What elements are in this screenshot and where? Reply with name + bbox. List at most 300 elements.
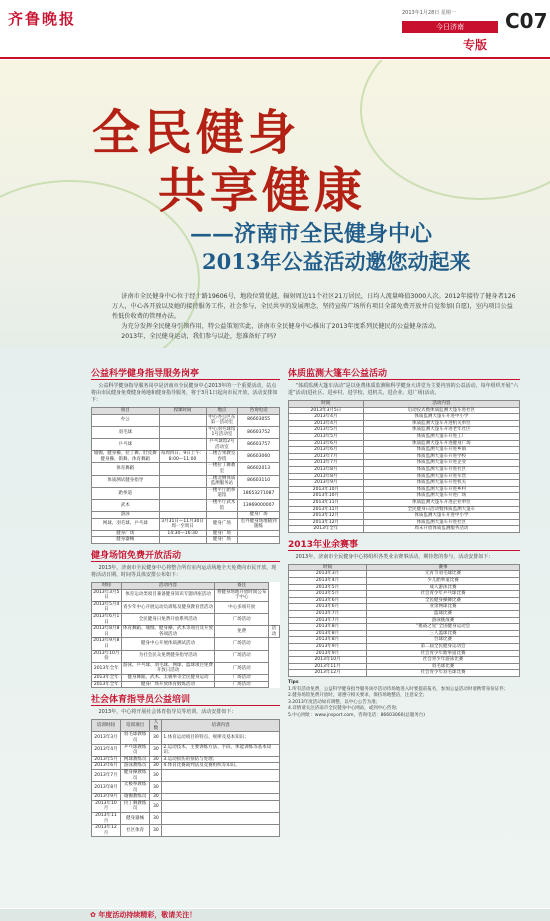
table-cell: 游泳教练员: [120, 763, 150, 770]
table-row: [92, 626, 280, 638]
table-row: [289, 466, 520, 473]
table-cell: 室外健身场地随到随练: [238, 518, 280, 530]
decorative-swirl: [360, 60, 550, 200]
table-row: [92, 537, 280, 544]
table-cell: 体质监测大篷车开进广场: [363, 493, 519, 500]
table-cell: 2013年全年: [92, 674, 122, 681]
table-row: [92, 601, 280, 613]
table-row: [289, 440, 520, 447]
table-cell: 一楼平厅跆拳道馆: [206, 487, 238, 499]
intro-paragraph: 为充分发挥全民健身引领作用，特公益策划实此，济南市全民健身中心推出了2013年度系列民健民的公益健身活动。: [121, 323, 441, 330]
table-cell: 2013年8月8日: [93, 626, 120, 637]
table-row: [289, 453, 520, 460]
table-row: [92, 451, 280, 463]
table-cell: 30: [150, 800, 162, 812]
table-cell: 拉丁舞教练员: [120, 800, 150, 812]
table-header: 培训项目: [120, 720, 150, 732]
table-cell: 健身器械: [120, 813, 150, 825]
table-cell: 社会青少年跆拳道比赛: [367, 650, 520, 657]
table-cell: 二楼北侧体质监测服务站: [206, 475, 238, 487]
tips-title: Tips: [288, 679, 299, 685]
table-row: [92, 475, 280, 487]
table-cell: 2013年6月: [289, 440, 364, 447]
table-cell: 游泳、乒乓球、羽毛球、网球、篮球项目免费开放日活动: [122, 662, 213, 674]
table-cell: 30: [150, 794, 162, 801]
training-text: 2013年，中心将开展社会体育指导员等培训，活动安排如下：: [98, 709, 237, 716]
tips-item: 4.详情请关注济南市全民健身中心网站，或到中心咨询；: [288, 706, 401, 712]
table-cell: 全民健身日活动暨体质监测大篷车: [363, 506, 519, 513]
table-row: [92, 530, 280, 537]
table-row: [92, 800, 280, 812]
table-cell: [159, 475, 206, 487]
table-row: [289, 513, 520, 520]
table-cell: 体质监测大篷车开进社区: [363, 466, 519, 473]
table-cell: 2013年3月: [92, 732, 121, 744]
tips-box: [288, 680, 520, 720]
table-row: [289, 433, 520, 440]
table-cell: “挑战之星”全国健身运动会: [367, 624, 520, 631]
table-cell: 30: [150, 744, 162, 756]
table-cell: [162, 769, 280, 781]
newspaper-logo: 齐鲁晚报: [8, 10, 77, 28]
intro-paragraph: 2013年，全民健身运动，我们参与以赴，您准备好了吗?: [121, 333, 277, 340]
table-row: [289, 611, 520, 618]
table-cell: [162, 782, 280, 794]
table-row: [289, 519, 520, 526]
table-cell: 广场活动: [215, 638, 269, 650]
table-cell: 健身广场: [206, 530, 238, 537]
table-row: [289, 630, 520, 637]
table-row: [289, 414, 520, 421]
table-row: [289, 584, 520, 591]
events-title: 2013年业余赛事: [288, 537, 520, 551]
table-cell: 全民健身日免费开放系列活动: [121, 614, 215, 626]
table-cell: 体育运动类项目兼备健身知识专题讲座活动: [121, 589, 215, 601]
table-cell: 游泳挑战赛: [367, 617, 520, 624]
table-cell: 中心多项开放: [215, 601, 269, 613]
table-cell: [159, 537, 206, 544]
table-row: [289, 591, 520, 598]
table-cell: 2013年11月: [289, 506, 364, 513]
table-cell: [159, 487, 206, 499]
table-cell: 2013年9月: [289, 650, 367, 657]
table-row: [92, 769, 280, 781]
table-cell: 网球教练员: [120, 756, 150, 763]
table-cell: 2013年7月: [289, 611, 367, 618]
table-cell: 一楼拉丁舞教室: [206, 463, 238, 475]
table-header: 培训时间: [92, 720, 121, 732]
left-column: [91, 362, 280, 837]
table-row: [92, 744, 280, 756]
table-cell: 2013年3月: [289, 571, 367, 578]
table-cell: 3月31日—11月30日 周一至周日: [159, 518, 206, 530]
table-cell: [238, 530, 280, 537]
headline-line-1: 全民健身: [92, 105, 301, 161]
table-cell: 2.运动技术、主要训练方法、手段、体能训练等基本知识；: [162, 744, 280, 756]
table-cell: [159, 438, 206, 450]
table-cell: 免费: [215, 626, 269, 638]
table-row: [289, 506, 520, 513]
table-cell: 体质监测大篷车开进老年社区: [363, 427, 519, 434]
table-row: [92, 638, 280, 650]
table-cell: 体育舞蹈: [92, 463, 160, 475]
table-cell: 体质监测大篷车开进企业单位: [363, 499, 519, 506]
table-cell: 乒乓球: [92, 438, 160, 450]
table-cell: 2013年12月: [92, 825, 121, 837]
table-cell: 2013年10月: [289, 657, 367, 664]
table-cell: 2013年7月: [92, 769, 121, 781]
science-text: 公益科学健身指导服务岗亭是济南市全民健身中心2013年的一个重要活动，站点将由市民健身免费健身场地和健身指导服务，将于3月1日起向市民开放，活动安排如下：: [91, 383, 278, 403]
table-row: [289, 493, 520, 500]
table-row: [289, 571, 520, 578]
table-row: [92, 438, 280, 450]
events-table: [288, 564, 520, 677]
table-cell: 2013年5月: [92, 756, 121, 763]
table-cell: 体质监测大篷车开进军营: [363, 473, 519, 480]
table-header: 时间: [289, 401, 364, 408]
table-cell: 2013年8月: [289, 473, 364, 480]
table-cell: 2013年7月: [289, 617, 367, 624]
table-row: [92, 589, 280, 601]
edition-badge: 今日济南: [402, 21, 498, 33]
table-row: [289, 637, 520, 644]
table-cell: 健身操教练员: [120, 769, 150, 781]
table-cell: 办公: [92, 414, 160, 426]
table-cell: 2013年12月: [289, 670, 367, 677]
table-cell: 2013年9月: [289, 644, 367, 651]
table-cell: 2013年9月: [289, 480, 364, 487]
table-cell: 2013年10月: [289, 493, 364, 500]
table-cell: 30: [150, 763, 162, 770]
table-row: [92, 763, 280, 770]
table-cell: 体质监测大篷车开进健身广场: [363, 440, 519, 447]
table-cell: 三人篮球比赛: [367, 630, 520, 637]
table-cell: [238, 537, 280, 544]
table-cell: 网球、羽毛球、乒乓球: [92, 518, 160, 530]
table-cell: 2013年11月: [92, 813, 121, 825]
table-row: [289, 604, 520, 611]
table-row: [289, 486, 520, 493]
table-header: 项目: [92, 408, 160, 415]
table-cell: 体质测试健身指导: [92, 475, 160, 487]
table-cell: 2013年11月: [289, 499, 364, 506]
masthead: [0, 0, 550, 56]
table-header: 地点: [206, 408, 238, 415]
table-cell: 体质监测大篷车开进工厂: [363, 433, 519, 440]
table-cell: 86603752: [238, 426, 280, 438]
table-cell: 元宵节羽毛球比赛: [367, 571, 520, 578]
table-row: [92, 426, 280, 438]
table-cell: 台球比赛: [367, 637, 520, 644]
table-cell: 乒乓球教练员: [120, 744, 150, 756]
table-cell: 13969000007: [238, 499, 280, 511]
table-cell: 健身广场: [206, 537, 238, 544]
table-cell: 广场活动: [215, 681, 269, 688]
table-row: [92, 518, 280, 530]
events-text: 2013年，济南市全民健身中心将组织各类业余赛事活动，期待您的参与，活动安排如下：: [295, 553, 494, 560]
table-cell: 跆拳道: [92, 487, 160, 499]
footer-bullet-icon: ✿: [90, 911, 99, 919]
table-cell: 86603060: [238, 451, 280, 463]
table-cell: 30: [150, 732, 162, 744]
table-cell: 广场活动: [215, 650, 269, 662]
table-row: [92, 825, 280, 837]
intro-text: [112, 292, 517, 342]
table-cell: 2013年6月: [92, 763, 121, 770]
table-cell: 体质监测大篷车开进社区: [363, 519, 519, 526]
table-cell: 30: [150, 782, 162, 794]
table-cell: 86603757: [238, 438, 280, 450]
table-cell: 18653271087: [238, 487, 280, 499]
table-cell: 成人游泳比赛: [367, 584, 520, 591]
free-table: [91, 582, 280, 688]
table-cell: 2013年8月: [92, 782, 121, 794]
table-cell: 2013年全年: [92, 662, 122, 674]
free-title: 健身场馆免费开放活动: [91, 548, 280, 562]
table-cell: [206, 512, 238, 519]
table-row: [289, 447, 520, 454]
page-number: C07: [505, 9, 548, 33]
table-cell: 2013年4月: [289, 414, 364, 421]
table-cell: 为社会民众免费健身指导活动: [121, 650, 215, 662]
table-cell: [159, 512, 206, 519]
table-header: 时间: [289, 564, 367, 571]
table-cell: 武术: [92, 499, 160, 511]
table-row: [289, 657, 520, 664]
table-row: [289, 427, 520, 434]
table-cell: 2013年7月: [289, 453, 364, 460]
table-cell: 瑜伽教练员: [120, 794, 150, 801]
table-cell: 广场活动: [215, 674, 269, 681]
tips-item: 5.中心网址：www.jnsport.com，咨询电话：86603060(总服务台): [288, 712, 425, 718]
science-table: [91, 407, 280, 544]
table-cell: 2013年6月1日: [93, 614, 120, 625]
table-cell: 健身广场: [238, 512, 280, 519]
table-cell: 2013年8月: [289, 624, 367, 631]
monitor-table: [288, 400, 520, 533]
table-row: [92, 681, 280, 688]
footer-banner: [0, 909, 550, 921]
table-row: [92, 414, 280, 426]
table-cell: 2013年全年: [289, 526, 364, 533]
table-row: [289, 473, 520, 480]
table-row: [92, 463, 280, 475]
table-row: [289, 597, 520, 604]
table-row: [289, 460, 520, 467]
table-cell: [162, 813, 280, 825]
table-cell: 2013年9月8日: [93, 638, 120, 649]
table-cell: 中心办公区东第一活动室: [206, 414, 238, 426]
table-cell: 太极拳教练员: [120, 782, 150, 794]
table-cell: 羽毛球比赛: [367, 663, 520, 670]
table-header: 培训内容: [162, 720, 280, 732]
table-row: [92, 662, 280, 674]
table-cell: 2013年4月: [289, 420, 364, 427]
table-cell: [162, 794, 280, 801]
table-cell: 2013年5月: [289, 433, 364, 440]
table-cell: 广场活动: [215, 662, 269, 674]
training-table: [91, 719, 280, 837]
table-cell: 2013年6月: [289, 604, 367, 611]
table-row: [92, 674, 280, 681]
table-cell: 羽毛球: [92, 426, 160, 438]
table-row: [289, 644, 520, 651]
table-cell: 2013年全年: [92, 681, 122, 688]
table-cell: 一楼平厅武术馆: [206, 499, 238, 511]
table-cell: 游泳: [92, 512, 160, 519]
tips-item: 2.健身场馆免费开放时，请遵守相关要求，保持场地整洁，注意安全；: [288, 693, 428, 699]
table-cell: 2013年8月: [289, 466, 364, 473]
intro-paragraph: 济南市全民健身中心位于经十路19606号，地段位置优越，辐射周边11个社区21万居民，日均人流量峰值3000人次。2012年接待了健身者126万人，中心各开放以及她的接待服务工作，社会参与，全民共享的发展理念，坚持宣传广场所有项目全部免费开放并自觉参加(自愿)，室内项目公益性低价收费的管理办法。: [112, 293, 516, 320]
section-label: 专版: [463, 38, 488, 52]
table-cell: 30: [150, 813, 162, 825]
table-cell: 2013年4月: [289, 578, 367, 585]
table-cell: 健身广场开放体育锻炼活动: [121, 681, 215, 688]
tips-item: 3.2013年度活动如有调整，以中心公告为准；: [288, 699, 381, 705]
table-cell: 2013年6月: [289, 597, 367, 604]
table-header: 授课时间: [159, 408, 206, 415]
table-cell: 2013年5月: [289, 584, 367, 591]
table-cell: 30: [150, 756, 162, 763]
table-header: 咨询电话: [238, 408, 280, 415]
table-cell: 体质监测大篷车开进中小学: [363, 414, 519, 421]
table-row: [289, 499, 520, 506]
table-cell: 瑜伽、健身操、拉丁舞、肚皮舞健身操、街舞、体育舞蹈: [92, 451, 160, 463]
issue-date: 2013年1月28日 星期一: [402, 10, 456, 16]
table-cell: 周末开放体质监测服务活动: [363, 526, 519, 533]
table-cell: 2013年8月: [289, 630, 367, 637]
table-cell: 体质监测大篷车开进乡镇: [363, 447, 519, 454]
table-row: [92, 650, 280, 662]
table-cell: 健身器械: [92, 537, 160, 544]
table-cell: 2013年9月: [92, 794, 121, 801]
table-row: [92, 813, 280, 825]
table-cell: 体质监测大篷车开进企业: [363, 460, 519, 467]
table-cell: 体育舞蹈、瑜伽、健身操、武术等项目及开放各项活动: [122, 626, 213, 637]
table-cell: 体质监测大篷车开进中小学: [363, 513, 519, 520]
table-cell: 社会青少年乒乓球比赛: [367, 591, 520, 598]
science-title: 公益科学健身指导服务岗亭: [91, 366, 280, 380]
table-cell: 2013年3月5日: [93, 589, 120, 601]
table-row: [289, 663, 520, 670]
table-cell: 健身舞蹈、武术、太极拳等全民健身运动: [121, 674, 215, 681]
table-row: [92, 756, 280, 763]
table-cell: 健身广场: [92, 530, 160, 537]
table-row: [289, 526, 520, 533]
table-cell: 2013年4月: [92, 744, 121, 756]
training-title: 社会体育指导员公益培训: [91, 692, 280, 706]
table-row: [289, 578, 520, 585]
table-cell: 健身中心开展体质测试活动: [121, 638, 215, 650]
right-column: [288, 362, 520, 720]
table-cell: 2013年10月: [289, 486, 364, 493]
table-header: 时间: [92, 583, 122, 590]
table-cell: 2013年8月: [289, 637, 367, 644]
headline-line-2: 共享健康: [158, 163, 367, 219]
table-row: [92, 499, 280, 511]
table-cell: 活动: [268, 626, 279, 638]
table-cell: [162, 800, 280, 812]
table-cell: 二楼吉果教室卷绕: [206, 451, 238, 463]
table-cell: [162, 825, 280, 837]
table-row: [92, 732, 280, 744]
table-row: [92, 782, 280, 794]
subheadline-2: 2013年公益活动邀您动起来: [202, 249, 471, 274]
table-header: 活动内容: [363, 401, 519, 408]
table-cell: 启动仪式暨体质监测大篷车进社区: [363, 407, 519, 414]
table-cell: 青少年中心开展运动员训练及健身教育营活动: [121, 601, 215, 613]
table-cell: 2013年5月: [289, 591, 367, 598]
table-row: [289, 650, 520, 657]
table-cell: 社会青少年羽毛球比赛: [367, 670, 520, 677]
table-cell: [159, 499, 206, 511]
table-cell: 86602013: [238, 463, 280, 475]
table-cell: 2013年3月5日: [289, 407, 364, 414]
table-cell: [159, 414, 206, 426]
table-row: [289, 617, 520, 624]
table-cell: 14:30—16:30: [159, 530, 206, 537]
table-header: 活动内容: [121, 583, 215, 590]
table-cell: 将健身场地开放时间公布于中心: [215, 589, 269, 601]
table-cell: 体质监测大篷车开进学校: [363, 453, 519, 460]
table-row: [289, 624, 520, 631]
table-row: [92, 487, 280, 499]
table-header: 人数: [150, 720, 162, 732]
table-cell: 2013年5月4日: [93, 601, 120, 613]
footer-text: 年度活动持续精彩，敬请关注！: [98, 911, 197, 919]
subheadline-1: ——济南市全民健身中心: [190, 221, 433, 247]
table-row: [289, 670, 520, 677]
table-cell: 体质监测大篷车开进机关: [363, 480, 519, 487]
table-cell: 业余网球比赛: [367, 604, 520, 611]
table-cell: 2013年12月: [289, 513, 364, 520]
table-header: 备注: [215, 583, 269, 590]
table-cell: 全民健身操舞比赛: [367, 597, 520, 604]
hero-banner: [0, 60, 550, 390]
free-text: 2013年，济南市全民健身中心将整合所有室内运动场地全天免费向市民开放，现将活动日期、时间等具体安排公布如下：: [91, 565, 277, 579]
table-header: 赛事: [367, 564, 520, 571]
table-cell: 30: [150, 825, 162, 837]
table-cell: 每周四日、9日上午：8:00—11:00: [160, 451, 205, 462]
masthead-divider: [0, 57, 550, 59]
table-row: [289, 420, 520, 427]
table-cell: 体质监测大篷车开进乡村: [363, 486, 519, 493]
table-cell: [159, 426, 206, 438]
table-cell: [159, 463, 206, 475]
table-cell: 社会青少年游泳比赛: [367, 657, 520, 664]
table-cell: 2013年12月: [289, 519, 364, 526]
monitor-text: “体质监测大篷车活动”是以免费体质监测和科学健身大讲堂为主要内容的公益活动，每年组织开展“六进”活动(进社区、进乡村、进学校、进机关、进企业、进广场)活动。: [288, 383, 519, 396]
table-cell: 第二届全民健身运动会: [367, 644, 520, 651]
table-cell: 2013年11月: [289, 663, 367, 670]
table-cell: 2013年5月: [289, 427, 364, 434]
table-cell: 86603110: [238, 475, 280, 487]
monitor-title: 体质监测大篷车公益活动: [288, 366, 520, 380]
table-cell: 1.体育运动项目的特点、规律及基本知识；: [162, 732, 280, 744]
table-cell: 体质监测大篷车开进机关单位: [363, 420, 519, 427]
table-cell: 4.体育比赛裁判法及竞赛组织等知识。: [162, 763, 280, 770]
table-row: [289, 480, 520, 487]
table-row: [92, 512, 280, 519]
table-cell: 2013年10月: [92, 800, 121, 812]
table-row: [92, 794, 280, 801]
table-cell: 2013年6月: [289, 447, 364, 454]
table-cell: 中心羽毛球馆1号活动室: [206, 426, 238, 438]
table-cell: 社区体育: [120, 825, 150, 837]
table-cell: 3.运动损伤的预防与处理；: [162, 756, 280, 763]
table-cell: 羽毛球教练员: [120, 732, 150, 744]
table-cell: 广场活动: [215, 614, 269, 626]
